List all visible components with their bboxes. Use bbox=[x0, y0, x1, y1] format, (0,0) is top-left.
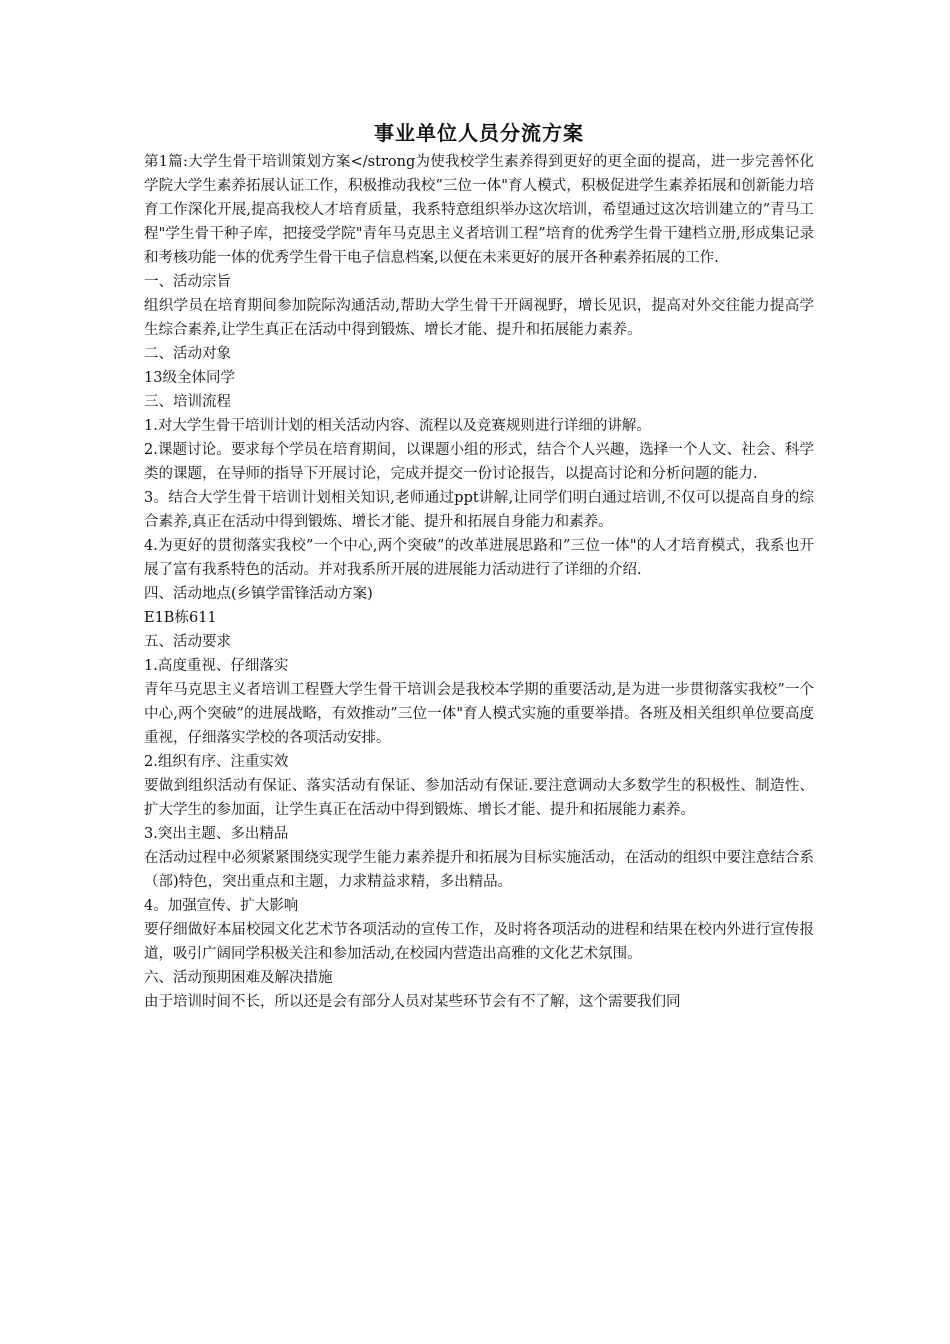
paragraph-difficulties: 由于培训时间不长，所以还是会有部分人员对某些环节会有不了解，这个需要我们同 bbox=[144, 994, 681, 1010]
requirement-text-2: 要做到组织活动有保证、落实活动有保证、参加活动有保证.要注意调动大多数学生的积极性、制造性、扩大学生的参加面，让学生真正在活动中得到锻炼、增长才能、提升和拓展能力素养。 bbox=[144, 778, 814, 818]
process-item-2: 2.课题讨论。要求每个学员在培育期间，以课题小组的形式，结合个人兴趣，选择一个人文、社会、科学类的课题，在导师的指导下开展讨论，完成并提交一份讨论报告，以提高讨论和分析问题的能力. bbox=[144, 442, 814, 482]
requirement-heading-3: 3.突出主题、多出精品 bbox=[144, 826, 289, 842]
requirement-text-3: 在活动过程中必须紧紧围绕实现学生能力素养提升和拓展为目标实施活动，在活动的组织中要注意结合系（部)特色，突出重点和主题，力求精益求精，多出精品。 bbox=[144, 850, 814, 890]
process-item-3: 3。结合大学生骨干培训计划相关知识,老师通过ppt讲解,让同学们明白通过培训,不仅可以提高自身的综合素养,真正在活动中得到锻炼、增长才能、提升和拓展自身能力和素养。 bbox=[144, 490, 814, 530]
process-item-4: 4.为更好的贯彻落实我校”一个中心,两个突破”的改革进展思路和”三位一体"的人才培育模式，我系也开展了富有我系特色的活动。并对我系所开展的进展能力活动进行了详细的介绍. bbox=[144, 538, 814, 578]
process-item-1: 1.对大学生骨干培训计划的相关活动内容、流程以及竞赛规则进行详细的讲解。 bbox=[144, 418, 651, 434]
requirement-text-1: 青年马克思主义者培训工程暨大学生骨干培训会是我校本学期的重要活动,是为进一步贯彻落实我校”一个中心,两个突破”的进展战略，有效推动”三位一体"育人模式实施的重要举措。各班及相关组织单位要高度重视，仔细落实学校的各项活动安排。 bbox=[144, 682, 814, 746]
paragraph-intro: 第1篇:大学生骨干培训策划方案</strong为使我校学生素养得到更好的更全面的提高，进一步完善怀化学院大学生素养拓展认证工作，积极推动我校”三位一体"育人模式，积极促进学生素养拓展和创新能力培育工作深化开展,提高我校人才培育质量，我系特意组织举办这次培训，希望通过这次培训建立的”青马工程"学生骨干种子库，把接受学院"青年马克思主义者培训工程”培育的优秀学生骨干建档立册,形成集记录和考核功能一体的优秀学生骨干电子信息档案,以便在未来更好的展开各种素养拓展的工作. bbox=[144, 154, 815, 266]
paragraph-audience: 13级全体同学 bbox=[144, 370, 235, 386]
requirement-text-4: 要仔细做好本届校园文化艺术节各项活动的宣传工作，及时将各项活动的进程和结果在校内外进行宣传报道，吸引广阔同学积极关注和参加活动,在校园内营造出高雅的文化艺术氛围。 bbox=[144, 922, 814, 962]
document-page bbox=[144, 118, 814, 1014]
section-heading-process: 三、培训流程 bbox=[144, 394, 231, 410]
requirement-heading-4: 4。加强宣传、扩大影响 bbox=[144, 898, 299, 914]
section-heading-audience: 二、活动对象 bbox=[144, 346, 231, 362]
paragraph-purpose: 组织学员在培育期间参加院际沟通活动,帮助大学生骨干开阔视野，增长见识，提高对外交往能力提高学生综合素养,让学生真正在活动中得到锻炼、增长才能、提升和拓展能力素养。 bbox=[144, 298, 814, 338]
requirement-heading-2: 2.组织有序、注重实效 bbox=[144, 754, 289, 770]
paragraph-location: E1B栋611 bbox=[144, 610, 217, 626]
requirement-heading-1: 1.高度重视、仔细落实 bbox=[144, 658, 289, 674]
document-title: 事业单位人员分流方案 bbox=[374, 121, 584, 145]
section-heading-difficulties: 六、活动预期困难及解决措施 bbox=[144, 970, 333, 986]
document-body bbox=[144, 150, 814, 1014]
section-heading-requirements: 五、活动要求 bbox=[144, 634, 231, 650]
section-heading-location: 四、活动地点(乡镇学雷锋活动方案) bbox=[144, 586, 373, 602]
section-heading-purpose: 一、活动宗旨 bbox=[144, 274, 231, 290]
